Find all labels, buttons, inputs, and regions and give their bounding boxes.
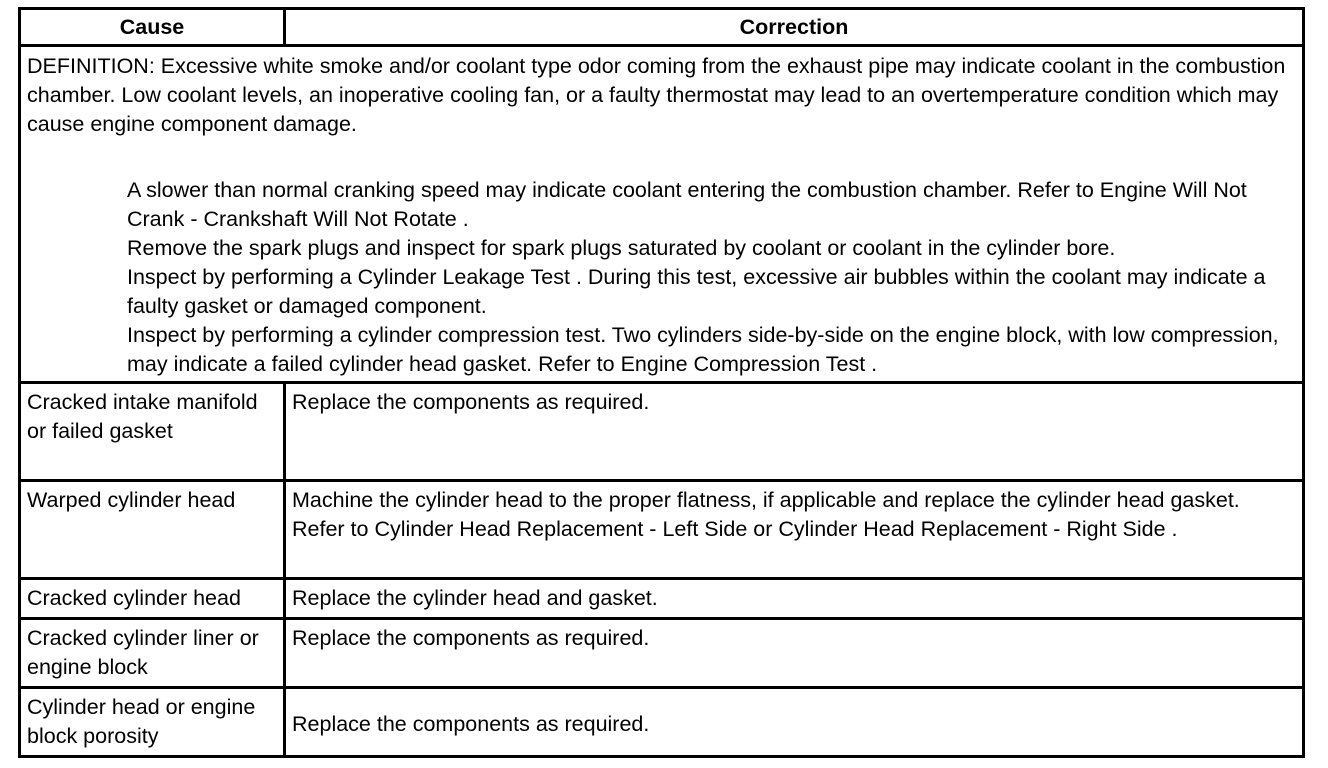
step-cranking-speed: A slower than normal cranking speed may indicate coolant entering the combustion chamber. Refer to Engine Will Not Crank - Crankshaft Will Not Rotate . xyxy=(127,178,1247,231)
correction-header: Correction xyxy=(285,9,1304,46)
definition-row xyxy=(20,46,1304,383)
correction-cell: Replace the cylinder head and gasket. xyxy=(285,579,1304,619)
cause-cell: Cracked cylinder liner or engine block xyxy=(20,619,285,688)
correction-cell: Replace the components as required. xyxy=(285,688,1304,757)
correction-cell: Replace the components as required. xyxy=(285,383,1304,481)
definition-cell xyxy=(20,46,1304,383)
correction-cell: Machine the cylinder head to the proper flatness, if applicable and replace the cylinder head gasket. Refer to Cylinder Head Replacement - Left Side or Cylinder Head Replacement - Right Side . xyxy=(285,481,1304,579)
table-row xyxy=(20,688,1304,757)
cause-cell: Cylinder head or engine block porosity xyxy=(20,688,285,757)
diagnostic-table xyxy=(18,7,1305,758)
table-row xyxy=(20,579,1304,619)
diagnostic-steps xyxy=(27,176,1296,381)
step-leakage-test: Inspect by performing a Cylinder Leakage Test . During this test, excessive air bubbles within the coolant may indicate a faulty gasket or damaged component. xyxy=(127,265,1266,318)
table-row xyxy=(20,619,1304,688)
table-row xyxy=(20,481,1304,579)
header-row xyxy=(20,9,1304,46)
cause-cell: Cracked intake manifold or failed gasket xyxy=(20,383,285,481)
step-spark-plugs: Remove the spark plugs and inspect for spark plugs saturated by coolant or coolant in the cylinder bore. xyxy=(127,236,1116,260)
step-compression-test: Inspect by performing a cylinder compression test. Two cylinders side-by-side on the engine block, with low compression, may indicate a failed cylinder head gasket. Refer to Engine Compression Test . xyxy=(127,323,1279,376)
definition-spacer xyxy=(27,141,1296,176)
cause-cell: Cracked cylinder head xyxy=(20,579,285,619)
definition-text: DEFINITION: Excessive white smoke and/or coolant type odor coming from the exhaust pipe may indicate coolant in the combustion chamber. Low coolant levels, an inoperative cooling fan, or a faulty thermostat may lead to an overtemperature condition which may cause engine component damage. xyxy=(27,54,1286,136)
table-row xyxy=(20,383,1304,481)
correction-cell: Replace the components as required. xyxy=(285,619,1304,688)
cause-cell: Warped cylinder head xyxy=(20,481,285,579)
cause-header: Cause xyxy=(20,9,285,46)
